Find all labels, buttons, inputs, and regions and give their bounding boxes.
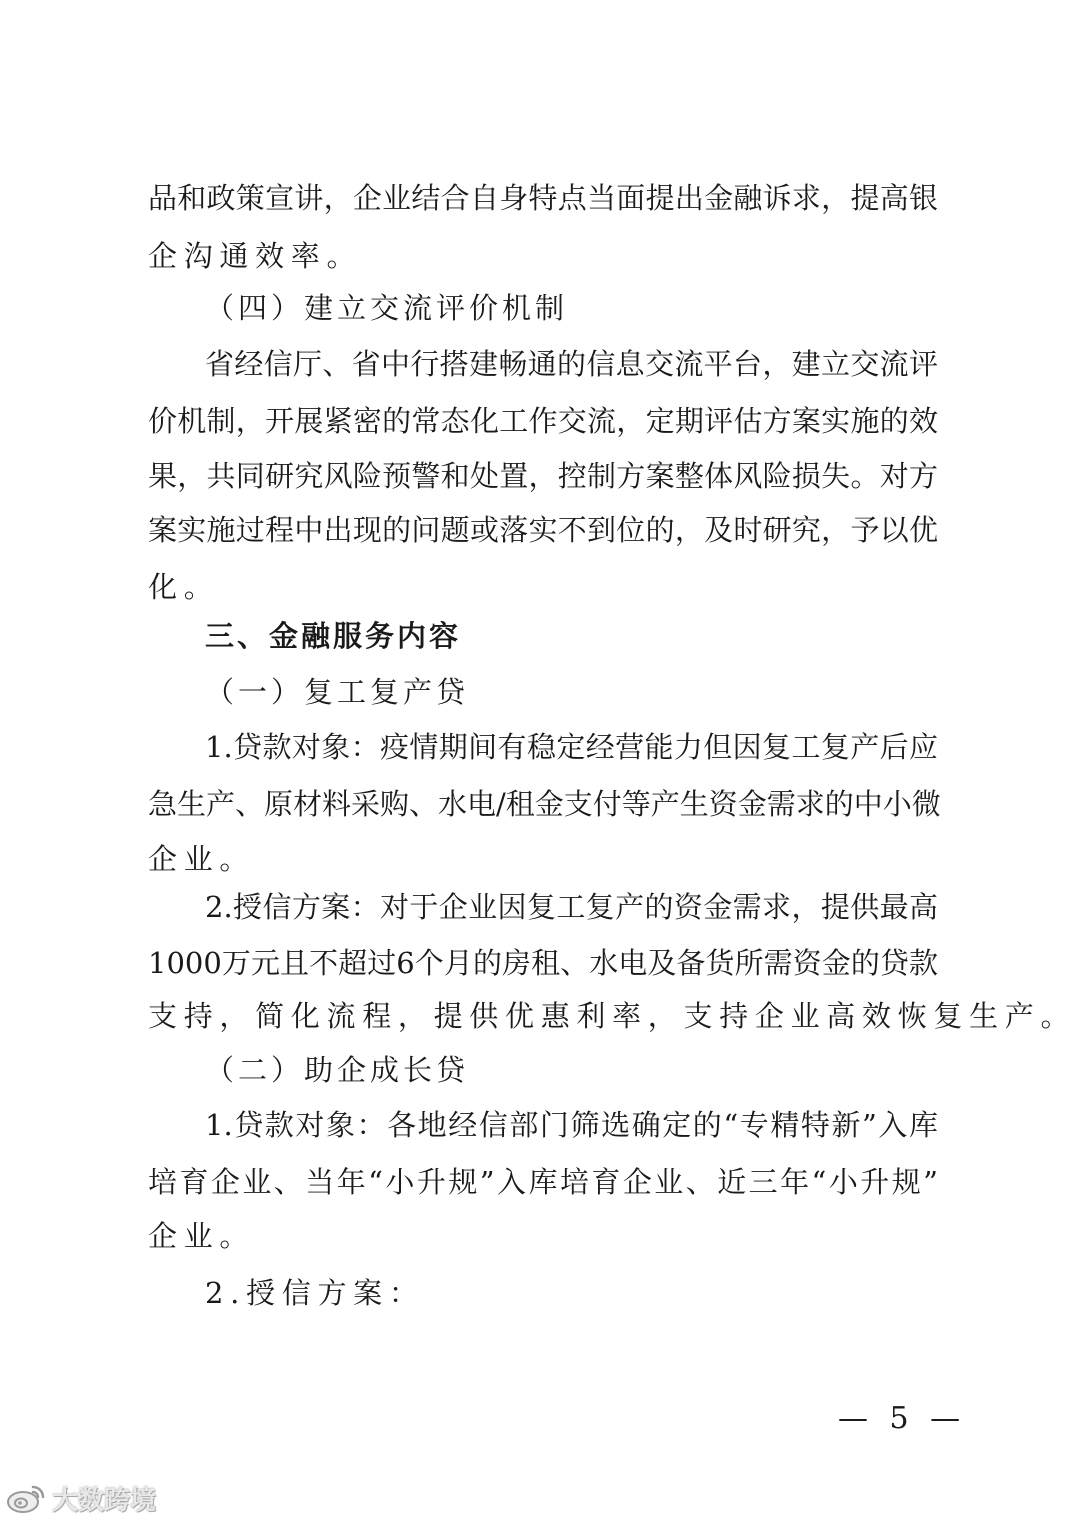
- paragraph-line: 急生产、原材料采购、水电/租金支付等产生资金需求的中小微: [148, 787, 941, 821]
- paragraph-line: 2.授信方案：: [205, 1276, 425, 1310]
- paragraph-line: 果，共同研究风险预警和处置，控制方案整体风险损失。对方: [148, 459, 938, 493]
- paragraph-line: 1000万元且不超过6个月的房租、水电及备货所需资金的贷款: [148, 946, 938, 980]
- paragraph-line: 品和政策宣讲，企业结合自身特点当面提出金融诉求，提高银: [148, 181, 938, 215]
- paragraph-line: 化。: [148, 570, 220, 604]
- paragraph-line: 案实施过程中出现的问题或落实不到位的，及时研究，予以优: [148, 513, 938, 547]
- weibo-logo-icon: [6, 1481, 46, 1515]
- paragraph-line: 1.贷款对象：各地经信部门筛选确定的“专精特新”入库: [205, 1108, 938, 1142]
- watermark-text: 大数跨境: [52, 1485, 157, 1516]
- paragraph-line: 1.贷款对象：疫情期间有稳定经营能力但因复工复产后应: [205, 730, 938, 764]
- paragraph-line: 省经信厅、省中行搭建畅通的信息交流平台，建立交流评: [205, 347, 938, 381]
- watermark: [6, 1478, 156, 1518]
- section-heading: 三、金融服务内容: [205, 619, 462, 653]
- paragraph-line: 企业。: [148, 1219, 256, 1253]
- paragraph-line: 企沟通效率。: [148, 239, 363, 273]
- section-subheading: （一）复工复产贷: [205, 675, 470, 709]
- paragraph-line: 2.授信方案：对于企业因复工复产的资金需求，提供最高: [205, 890, 938, 924]
- page-number: — 5 —: [838, 1401, 967, 1436]
- paragraph-line: 企业。: [148, 842, 256, 876]
- section-subheading: （二）助企成长贷: [205, 1053, 470, 1087]
- paragraph-line: 价机制，开展紧密的常态化工作交流，定期评估方案实施的效: [148, 404, 938, 438]
- paragraph-line: 培育企业、当年“小升规”入库培育企业、近三年“小升规”: [148, 1165, 938, 1199]
- section-subheading: （四）建立交流评价机制: [205, 291, 569, 325]
- paragraph-line: 支持，简化流程，提供优惠利率，支持企业高效恢复生产。: [148, 999, 1077, 1033]
